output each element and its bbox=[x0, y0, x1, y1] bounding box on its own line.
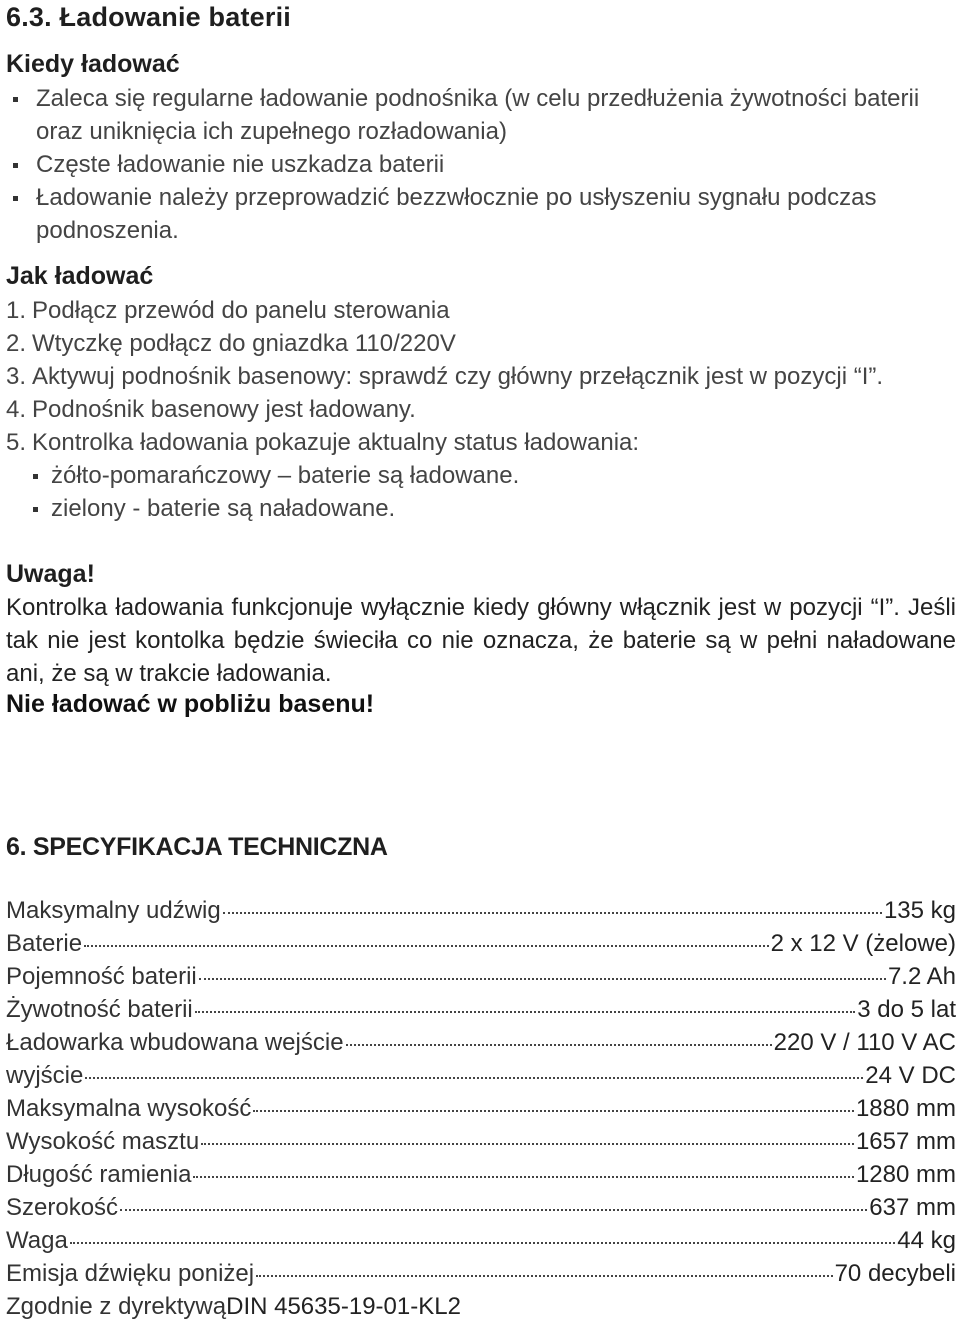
spec-row bbox=[6, 1293, 956, 1326]
dot-leader bbox=[85, 1077, 863, 1079]
dot-leader bbox=[256, 1275, 832, 1277]
dot-leader bbox=[223, 912, 882, 914]
spec-row bbox=[6, 963, 956, 996]
step-number: 4. bbox=[6, 396, 27, 423]
spec-label: Emisja dźwięku poniżej bbox=[6, 1260, 255, 1287]
step-item bbox=[6, 294, 956, 327]
spec-list bbox=[6, 897, 956, 1326]
spec-value: 44 kg bbox=[897, 1227, 956, 1254]
spec-label: Baterie bbox=[6, 930, 83, 957]
step-text: Podnośnik basenowy jest ładowany. bbox=[32, 396, 416, 423]
how-step-list bbox=[6, 294, 956, 525]
spec-row bbox=[6, 1062, 956, 1095]
step-number: 5. bbox=[6, 429, 27, 456]
step-item bbox=[6, 393, 956, 426]
spec-row bbox=[6, 1029, 956, 1062]
spec-row bbox=[6, 930, 956, 963]
spec-value: 7.2 Ah bbox=[887, 963, 956, 990]
note-text: Kontrolka ładowania funkcjonuje wyłącznie kiedy główny włącznik jest w pozycji “I”. Jeśli tak nie jest kontolka będzie świeciła co nie oznacza, że baterie są w pełni naładowane ani, że są w trakcie ładowania. bbox=[6, 594, 956, 687]
spec-value: 1280 mm bbox=[855, 1161, 956, 1188]
spec-value: 3 do 5 lat bbox=[857, 996, 956, 1023]
spec-label: Maksymalna wysokość bbox=[6, 1095, 252, 1122]
step-text: Aktywuj podnośnik basenowy: sprawdź czy główny przełącznik jest w pozycji “I”. bbox=[32, 363, 884, 390]
spec-label: Wysokość masztu bbox=[6, 1128, 200, 1155]
spec-value: 70 decybeli bbox=[834, 1260, 956, 1287]
substep-item: żółto-pomarańczowy – baterie są ładowane. bbox=[6, 459, 956, 492]
spec-value: 1657 mm bbox=[855, 1128, 956, 1155]
spec-label: Pojemność baterii bbox=[6, 963, 197, 990]
spec-label: wyjście bbox=[6, 1062, 84, 1089]
bullet-item: Częste ładowanie nie uszkadza baterii bbox=[6, 148, 956, 181]
step-number: 2. bbox=[6, 330, 27, 357]
spec-value: 1880 mm bbox=[855, 1095, 956, 1122]
dot-leader bbox=[193, 1176, 854, 1178]
spec-row bbox=[6, 1260, 956, 1293]
spec-label: Ładowarka wbudowana wejście bbox=[6, 1029, 344, 1056]
dot-leader bbox=[253, 1110, 854, 1112]
dot-leader bbox=[84, 945, 769, 947]
spec-row bbox=[6, 1194, 956, 1227]
spec-row bbox=[6, 897, 956, 930]
spec-value: 135 kg bbox=[883, 897, 956, 924]
spec-label: Szerokość bbox=[6, 1194, 119, 1221]
spec-row bbox=[6, 1095, 956, 1128]
note-heading: Uwaga! bbox=[6, 560, 95, 588]
bullet-item: Zaleca się regularne ładowanie podnośnika (w celu przedłużenia żywotności baterii oraz uniknięcia ich zupełnego rozładowania) bbox=[6, 82, 956, 148]
bullet-item: Ładowanie należy przeprowadzić bezzwłocznie po usłyszeniu sygnału podczas podnoszenia. bbox=[6, 181, 956, 247]
step-item bbox=[6, 426, 956, 459]
step-number: 1. bbox=[6, 297, 27, 324]
step-item bbox=[6, 327, 956, 360]
warning-text: Nie ładować w pobliżu basenu! bbox=[6, 690, 375, 718]
spec-row bbox=[6, 1128, 956, 1161]
when-bullet-list bbox=[6, 82, 956, 247]
spec-label: Zgodnie z dyrektywą bbox=[6, 1293, 227, 1320]
spec-label: Maksymalny udźwig bbox=[6, 897, 221, 924]
step-text: Podłącz przewód do panelu sterowania bbox=[32, 297, 450, 324]
spec-row bbox=[6, 1161, 956, 1194]
spec-row bbox=[6, 996, 956, 1029]
dot-leader bbox=[120, 1209, 867, 1211]
dot-leader bbox=[201, 1143, 854, 1145]
dot-leader bbox=[70, 1242, 895, 1244]
section-title: 6.3. Ładowanie baterii bbox=[6, 2, 291, 32]
spec-value: 24 V DC bbox=[865, 1062, 956, 1089]
dot-leader bbox=[346, 1044, 772, 1046]
step-text: Wtyczkę podłącz do gniazdka 110/220V bbox=[32, 330, 456, 357]
step-number: 3. bbox=[6, 363, 27, 390]
spec-label: Waga bbox=[6, 1227, 68, 1254]
spec-value: DIN 45635-19-01-KL2 bbox=[226, 1293, 461, 1320]
step-text: Kontrolka ładowania pokazuje aktualny status ładowania: bbox=[32, 429, 640, 456]
spec-title: 6. SPECYFIKACJA TECHNICZNA bbox=[6, 833, 388, 861]
spec-row bbox=[6, 1227, 956, 1260]
how-to-charge-heading: Jak ładować bbox=[6, 262, 154, 290]
substep-item: zielony - baterie są naładowane. bbox=[6, 492, 956, 525]
spec-label: Żywotność baterii bbox=[6, 996, 193, 1023]
dot-leader bbox=[199, 978, 886, 980]
spec-label: Długość ramienia bbox=[6, 1161, 192, 1188]
spec-value: 220 V / 110 V AC bbox=[773, 1029, 956, 1056]
when-to-charge-heading: Kiedy ładować bbox=[6, 50, 180, 78]
spec-value: 637 mm bbox=[869, 1194, 956, 1221]
dot-leader bbox=[195, 1011, 856, 1013]
spec-value: 2 x 12 V (żelowe) bbox=[770, 930, 956, 957]
step-item bbox=[6, 360, 956, 393]
